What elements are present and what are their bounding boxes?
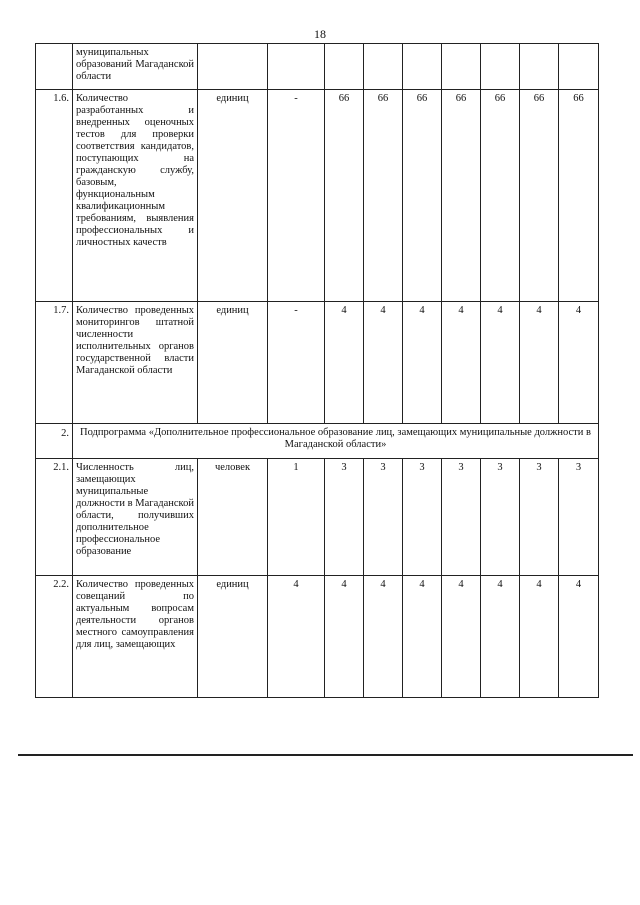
value-cell: 4	[559, 302, 599, 424]
value-cell	[559, 44, 599, 90]
value-cell	[268, 44, 325, 90]
indicator-name: Количество проведенных мониторингов штатной численности исполнительных органов государственной власти Магаданской области	[73, 302, 198, 424]
value-cell	[364, 44, 403, 90]
row-number	[36, 44, 73, 90]
value-cell: 66	[520, 90, 559, 302]
value-cell: 66	[559, 90, 599, 302]
value-cell: -	[268, 90, 325, 302]
value-cell: 4	[268, 576, 325, 698]
row-number: 2.1.	[36, 459, 73, 576]
value-cell: 4	[364, 302, 403, 424]
section-row	[36, 424, 599, 459]
value-cell: 3	[364, 459, 403, 576]
indicator-name: муниципальных образований Магаданской области	[73, 44, 198, 90]
table-row	[36, 44, 599, 90]
value-cell	[481, 44, 520, 90]
value-cell: 4	[520, 576, 559, 698]
value-cell: 66	[403, 90, 442, 302]
value-cell: 4	[325, 302, 364, 424]
unit-cell: единиц	[198, 576, 268, 698]
indicator-name: Количество проведенных совещаний по актуальным вопросам деятельности органов местного самоуправления для лиц, замещающих	[73, 576, 198, 698]
row-number: 1.7.	[36, 302, 73, 424]
page-number: 18	[314, 27, 326, 41]
value-cell: 4	[481, 576, 520, 698]
value-cell: 4	[325, 576, 364, 698]
value-cell: 3	[325, 459, 364, 576]
unit-cell: единиц	[198, 302, 268, 424]
value-cell: 1	[268, 459, 325, 576]
value-cell	[442, 44, 481, 90]
row-number: 2.	[36, 424, 73, 459]
indicator-name: Численность лиц, замещающих муниципальные должности в Магаданской области, получивших дополнительное профессиональное образование	[73, 459, 198, 576]
value-cell: 3	[481, 459, 520, 576]
value-cell: 4	[403, 302, 442, 424]
value-cell: 66	[442, 90, 481, 302]
value-cell	[520, 44, 559, 90]
table-row	[36, 459, 599, 576]
value-cell: 4	[442, 576, 481, 698]
value-cell: 4	[364, 576, 403, 698]
value-cell: 3	[403, 459, 442, 576]
indicators-table	[35, 43, 599, 698]
value-cell: 4	[520, 302, 559, 424]
value-cell: 4	[481, 302, 520, 424]
value-cell	[325, 44, 364, 90]
value-cell: -	[268, 302, 325, 424]
value-cell: 3	[559, 459, 599, 576]
bottom-rule	[18, 754, 633, 756]
value-cell: 3	[442, 459, 481, 576]
table-row	[36, 302, 599, 424]
unit-cell: человек	[198, 459, 268, 576]
value-cell: 4	[442, 302, 481, 424]
value-cell: 4	[403, 576, 442, 698]
table-row	[36, 90, 599, 302]
row-number: 1.6.	[36, 90, 73, 302]
value-cell: 66	[481, 90, 520, 302]
value-cell: 4	[559, 576, 599, 698]
table-row	[36, 576, 599, 698]
subprogram-title: Подпрограмма «Дополнительное профессиональное образование лиц, замещающих муниципальные должности в Магаданской области»	[73, 424, 599, 459]
value-cell	[403, 44, 442, 90]
indicator-name: Количество разработанных и внедренных оценочных тестов для проверки соответствия кандидатов, поступающих на гражданскую службу, базовым, функциональным квалификационным требованиям, выявления профессиональных и личностных качеств	[73, 90, 198, 302]
value-cell: 66	[325, 90, 364, 302]
unit-cell: единиц	[198, 90, 268, 302]
value-cell: 66	[364, 90, 403, 302]
row-number: 2.2.	[36, 576, 73, 698]
value-cell: 3	[520, 459, 559, 576]
unit-cell	[198, 44, 268, 90]
